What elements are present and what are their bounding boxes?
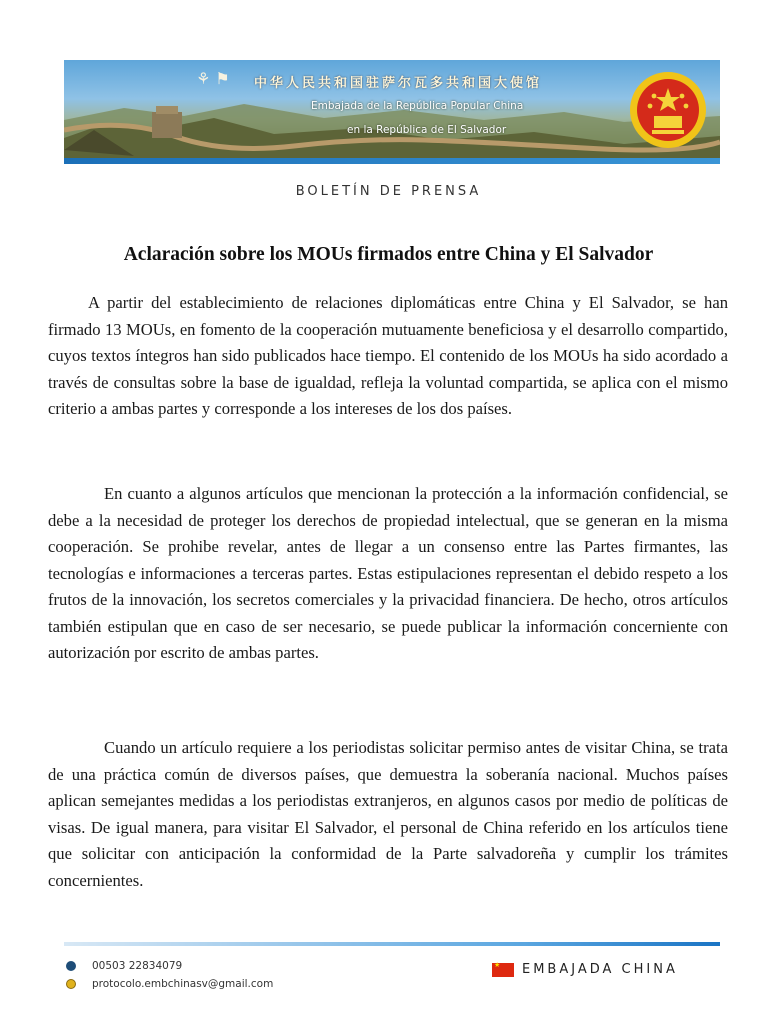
footer-email: [66, 976, 273, 992]
press-release-label: BOLETÍN DE PRENSA: [295, 184, 482, 199]
national-emblem-icon: [624, 66, 712, 154]
email-icon: [66, 979, 76, 989]
paragraph-1: A partir del establecimiento de relaciones diplomáticas entre China y El Salvador, se han firmado 13 MOUs, en fomento de la cooperación mutuamente beneficiosa y el desarrollo compartido, cuyos textos íntegros han sido publicados hace tiempo. El contenido de los MOUs ha sido acordado a través de consultas sobre la base de igualdad, refleja la voluntad compartida, se aplica con el mismo criterio a ambas partes y corresponde a los intereses de los dos países.: [48, 293, 728, 418]
phone-icon: [66, 961, 76, 971]
footer-embassy-mark: [492, 962, 678, 977]
document-title: Aclaración sobre los MOUs firmados entre China y El Salvador: [123, 244, 654, 265]
banner-chinese-title: 中华人民共和国驻萨尔瓦多共和国大使馆: [254, 76, 543, 91]
banner-subtitle-line2: en la República de El Salvador: [347, 124, 507, 136]
email-address: protocolo.embchinasv@gmail.com: [92, 978, 274, 990]
paragraph-3: Cuando un artículo requiere a los periodistas solicitar permiso antes de visitar China, se trata de una práctica común de diversos países, que demuestra la soberanía nacional. Muchos países aplican semejantes medidas a los periodistas extranjeros, en algunos casos por medio de políticas de visas. De igual manera, para visitar El Salvador, el personal de China referido en los artículos tiene que solicitar con anticipación la conformidad de la Parte salvadoreña y cumplir los trámites concernientes.: [48, 738, 728, 890]
phone-number: 00503 22834079: [92, 960, 183, 972]
footer-phone: [66, 958, 182, 974]
footer-divider: [64, 942, 720, 946]
crane-birds-icon: ⚘ ⚑: [196, 69, 230, 88]
embassy-banner: [64, 60, 720, 162]
embassy-label: EMBAJADA CHINA: [522, 962, 678, 977]
banner-subtitle-line1: Embajada de la República Popular China: [311, 100, 524, 112]
banner-stripe: [64, 158, 720, 164]
china-flag-icon: [492, 963, 514, 977]
paragraph-2: En cuanto a algunos artículos que mencionan la protección a la información confidencial, se debe a la necesidad de proteger los derechos de propiedad intelectual, que se generan en la misma cooperación. Se prohibe revelar, antes de llegar a un consenso entre las Partes firmantes, las tecnologías e informaciones a terceras partes. Estas estipulaciones representan el debido respeto a los frutos de la innovación, los secretos comerciales y la privacidad financiera. De hecho, otros artículos también estipulan que en caso de ser necesario, se puede publicar la información concerniente con autorización por escrito de ambas partes.: [48, 484, 728, 662]
